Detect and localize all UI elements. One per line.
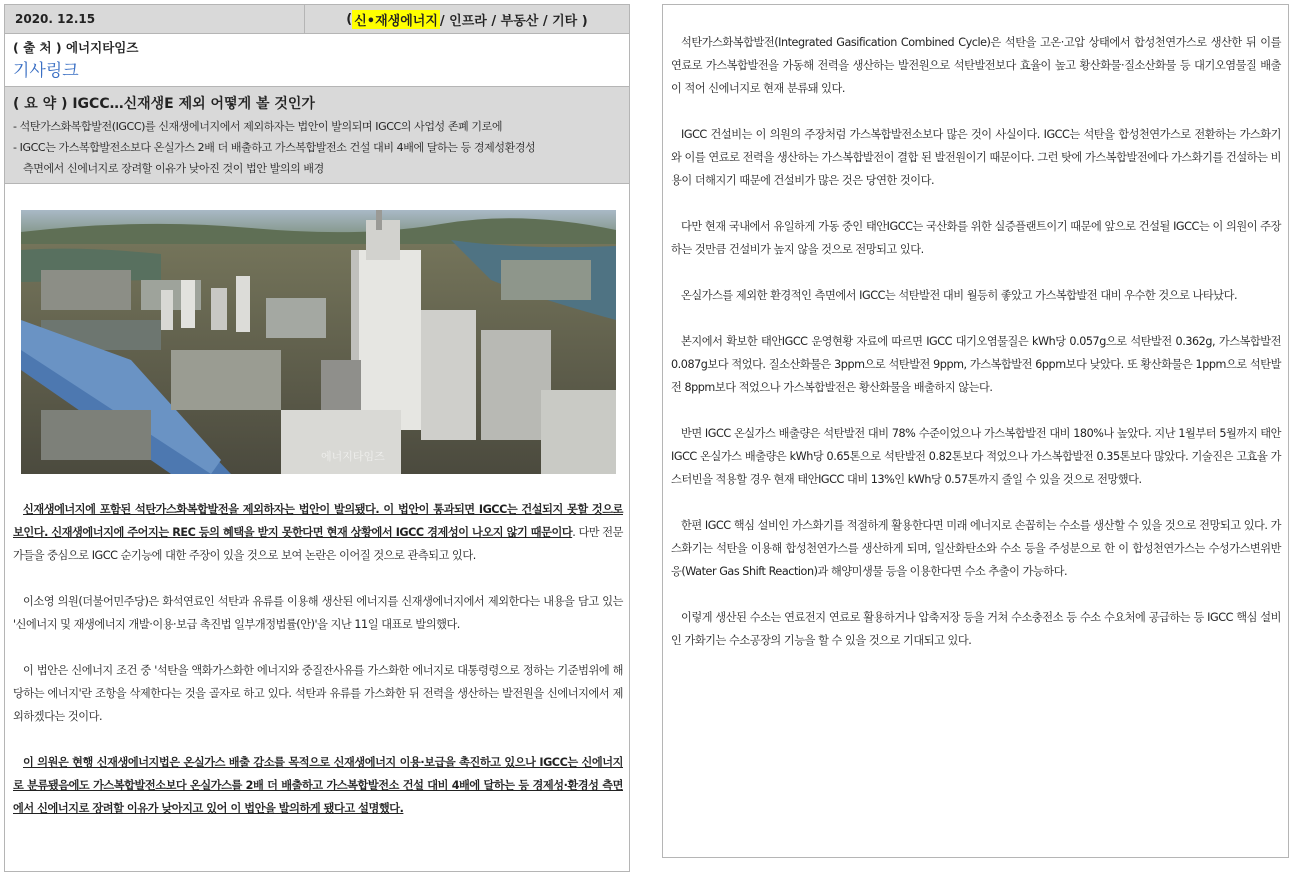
category-active: 신•재생에너지 (352, 10, 440, 29)
paragraph-highlight: 이 의원은 현행 신재생에너지법은 온실가스 배출 감소를 목적으로 신재생에너지 이용·보급을 촉진하고 있으나 IGCC는 신에너지로 분류됐음에도 가스복합발전소보다 온실가스를 2배 더 배출하고 가스복합발전소 건설 대비 4배에 달하는 등 경제성·환경성 측면에서 신에너지로 장려할 이유가 낮아지고 있어 이 법안을 발의하게 됐다고 설명했다 (13, 756, 623, 815)
paragraph (13, 498, 623, 567)
paragraph: 반면 IGCC 온실가스 배출량은 석탄발전 대비 78% 수준이었으나 가스복합발전 대비 180%나 높았다. 지난 1월부터 5월까지 태안IGCC 온실가스 배출량은 kWh당 0.65톤으로 석탄발전 0.82톤보다 적었으나 가스복합발전 0.35톤보다 많았다. 기술진은 고효율 가스터빈을 적용할 경우 현재 태안IGCC 대비 13%인 kWh당 0.57톤까지 줄일 수 있을 것으로 전망했다. (671, 427, 1281, 486)
paragraph-rest: . 다만 전문가들을 중심으로 IGCC 순기능에 대한 주장이 있을 것으로 보여 논란은 이어질 것으로 관측되고 있다. (13, 526, 624, 562)
paragraph: 한편 IGCC 핵심 설비인 가스화기를 적절하게 활용한다면 미래 에너지로 손꼽히는 수소를 생산할 수 있을 것으로 전망되고 있다. 가스화기는 석탄을 이용해 합성천연가스를 생산하게 되며, 일산화탄소와 수소 등을 주성분으로 한 이 합성천연가스는 수성가스변위반응(Water Gas Shift Reaction)과 해양미생물 등을 이용한다면 수소 추출이 가능하다. (671, 519, 1281, 578)
paragraph: IGCC 건설비는 이 의원의 주장처럼 가스복합발전소보다 많은 것이 사실이다. IGCC는 석탄을 합성천연가스로 전환하는 가스화기와 이를 연료로 전력을 생산하는 가스복합발전이 결합 된 발전원이기 때문이다. 그런 탓에 가스복합발전에다 가스화기를 건설하는 비용이 더해지기 때문에 건설비가 많은 것은 당연한 것이다. (671, 128, 1281, 187)
paragraph-end: . (399, 802, 404, 815)
paragraph: 이렇게 생산된 수소는 연료전지 연료로 활용하거나 압축저장 등을 거쳐 수소충전소 등 수소 수요처에 공급하는 등 IGCC 핵심 설비인 가화기는 수소공장의 기능을 할 수 있을 것으로 기대되고 있다. (671, 611, 1281, 647)
source-block (5, 34, 629, 87)
power-plant-image (21, 210, 616, 474)
paragraph: 본지에서 확보한 태안IGCC 운영현황 자료에 따르면 IGCC 대기오염물질은 kWh당 0.057g으로 석탄발전 0.362g, 가스복합발전 0.087g보다 적었다. 질소산화물은 3ppm으로 석탄발전 9ppm, 가스복합발전 6ppm보다 낮았다. 또 황산화물은 1ppm으로 석탄발전 8ppm보다 적었으나 가스복합발전은 황산화물을 배출하지 않는다. (671, 335, 1281, 394)
summary-item: - 석탄가스화복합발전(IGCC)를 신재생에너지에서 제외하자는 법안이 발의되며 IGCC의 사업성 존폐 기로에 (13, 120, 503, 133)
summary-block (5, 87, 629, 184)
summary-title: ( 요 약 ) IGCC…신재생E 제외 어떻게 볼 것인가 (13, 96, 315, 112)
left-body-text (13, 498, 623, 843)
right-body-text (671, 31, 1281, 675)
source-label: ( 출 처 ) 에너지타임즈 (13, 40, 139, 55)
left-page-panel (4, 4, 630, 872)
date-label: 2020. 12.15 (5, 5, 305, 33)
right-page-panel (662, 4, 1289, 858)
paragraph: 이 법안은 신에너지 조건 중 '석탄을 액화가스화한 에너지와 중질잔사유를 가스화한 에너지로 대통령령으로 정하는 기준범위에 해당하는 에너지'란 조항을 삭제한다는 것을 골자로 하고 있다. 석탄과 유류를 가스화한 뒤 전력을 생산하는 발전원을 신에너지에서 제외하겠다는 것이다. (13, 664, 623, 723)
header-row (5, 5, 629, 34)
summary-item: 측면에서 신에너지로 장려할 이유가 낮아진 것이 법안 발의의 배경 (23, 162, 324, 175)
summary-item: - IGCC는 가스복합발전소보다 온실가스 2배 더 배출하고 가스복합발전소 건설 대비 4배에 달하는 등 경제성환경성 (13, 141, 536, 154)
paragraph: 다만 현재 국내에서 유일하게 가동 중인 태안IGCC는 국산화를 위한 실증플랜트이기 때문에 앞으로 건설될 IGCC는 이 의원이 주장하는 것만큼 건설비가 높지 않을 것으로 전망되고 있다. (671, 220, 1281, 256)
photo-watermark: 에너지타임즈 (321, 450, 385, 463)
category-list (305, 5, 629, 33)
power-plant-photo (21, 210, 616, 474)
category-open: ( (346, 11, 353, 27)
paragraph: 온실가스를 제외한 환경적인 측면에서 IGCC는 석탄발전 대비 월등히 좋았고 가스복합발전 대비 우수한 것으로 나타났다. (681, 289, 1238, 302)
paragraph-highlight: 신재생에너지에 포함된 석탄가스화복합발전을 제외하자는 법안이 발의됐다. 이 법안이 통과되면 IGCC는 건설되지 못할 것으로 보인다. 신재생에너지에 주어지는 REC 등의 혜택을 받지 못한다면 현재 상황에서 IGCC 경제성이 나오지 않기 때문이다 (13, 503, 623, 539)
article-link[interactable]: 기사링크 (13, 61, 79, 81)
paragraph: 이소영 의원(더불어민주당)은 화석연료인 석탄과 유류를 이용해 생산된 에너지를 신재생에너지에서 제외한다는 내용을 담고 있는 '신에너지 및 재생에너지 개발·이용·보급 촉진법 일부개정법률(안)'을 지난 11일 대표로 발의했다. (13, 595, 623, 631)
paragraph: 석탄가스화복합발전(Integrated Gasification Combined Cycle)은 석탄을 고온·고압 상태에서 합성천연가스로 생산한 뒤 이를 연료로 가스복합발전을 가동해 전력을 생산하는 발전원으로 석탄발전보다 효율이 높고 황산화물·질소산화물 등 대기오염물질 배출이 적어 신에너지로 현재 분류돼 있다. (671, 36, 1281, 95)
category-rest: / 인프라 / 부동산 / 기타 ) (439, 13, 588, 29)
paragraph (13, 751, 623, 820)
